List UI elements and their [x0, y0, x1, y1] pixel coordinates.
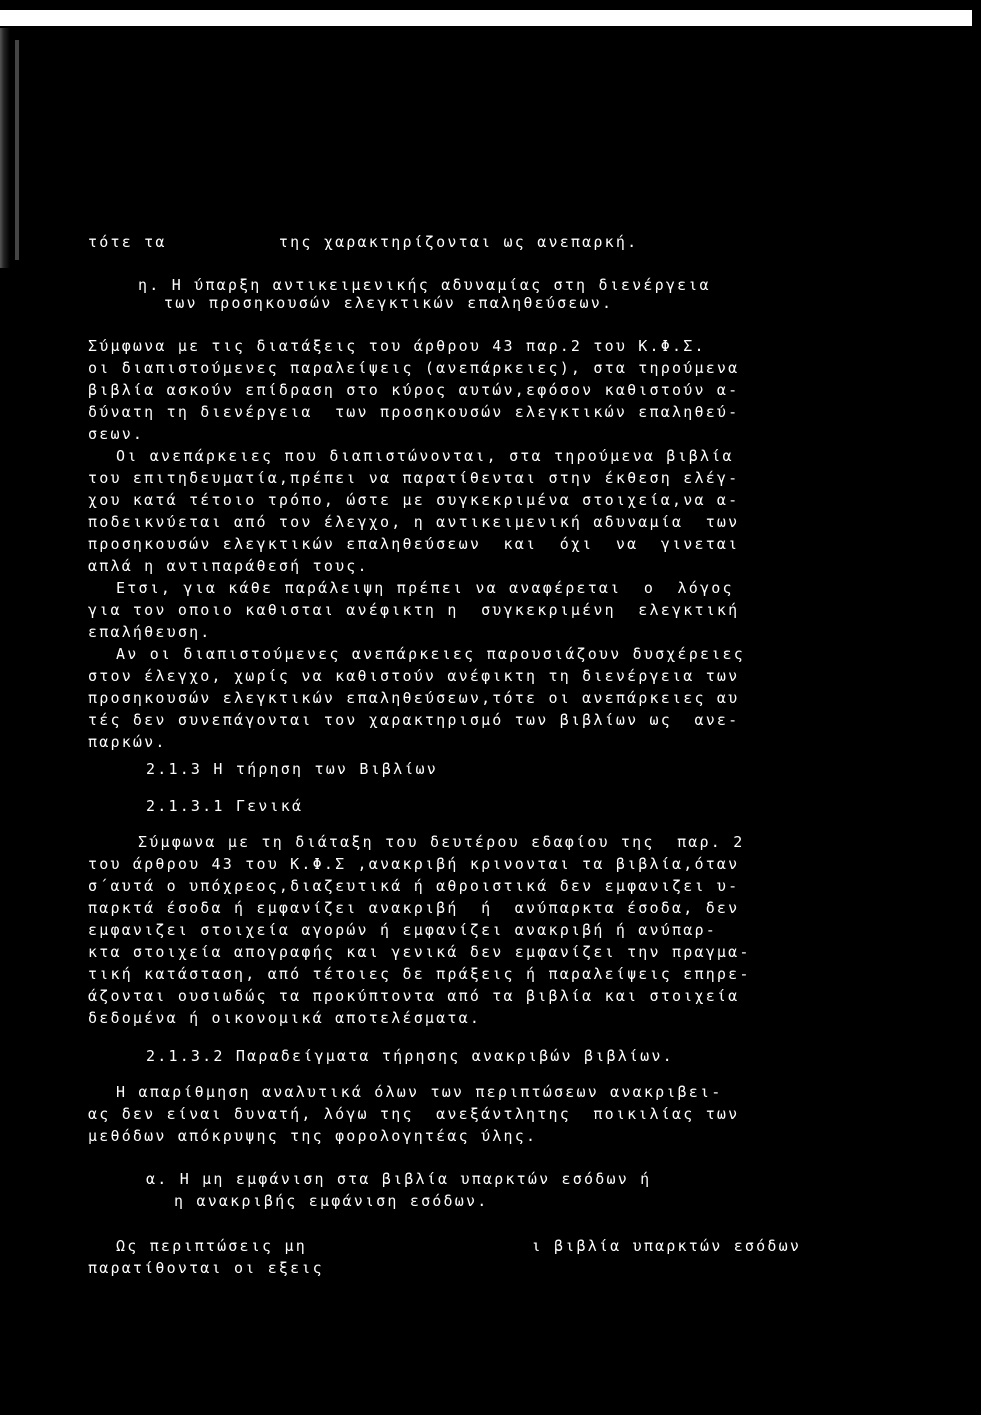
text-line: του άρθρου 43 του Κ.Φ.Σ ,ανακριβή κρινονται τα βιβλία,όταν	[88, 855, 740, 873]
scan-left-edge	[0, 28, 10, 268]
text-line: παρκών.	[88, 733, 167, 751]
text-line: σεων.	[88, 425, 145, 443]
text-line: η ανακριβής εμφάνιση εσόδων.	[174, 1192, 489, 1210]
paragraph-start: Σύμφωνα με τις διατάξεις του άρθρου 43 παρ.2 του Κ.Φ.Σ.	[88, 337, 706, 355]
text-line: σ΄αυτά ο υπόχρεος,διαζευτικά ή αθροιστικά δεν εμφανιζει υ-	[88, 877, 740, 895]
paragraph-start: Ετσι, για κάθε παράλειψη πρέπει να αναφέρεται ο λόγος	[116, 579, 734, 597]
text-line: των προσηκουσών ελεγκτικών επαληθεύσεων.	[164, 294, 614, 312]
text-line: μεθόδων απόκρυψης της φορολογητέας ύλης.	[88, 1127, 538, 1145]
text-line: προσηκουσών ελεγκτικών επαληθεύσεων,τότε οι ανεπάρκειες αυ	[88, 689, 740, 707]
text-line: άζονται ουσιωδώς τα προκύπτοντα από τα βιβλία και στοιχεία	[88, 987, 740, 1005]
list-item-alpha: α. Η μη εμφάνιση στα βιβλία υπαρκτών εσόδων ή	[146, 1170, 652, 1188]
section-heading: 2.1.3 Η τήρηση των Βιβλίων	[146, 760, 438, 778]
text-line: παρατίθονται οι εξεις	[88, 1259, 324, 1277]
paragraph-start: Η απαρίθμηση αναλυτικά όλων των περιπτώσεων ανακριβει-	[116, 1083, 723, 1101]
text-line: στον έλεγχο, χωρίς να καθιστούν ανέφικτη τη διενέργεια των	[88, 667, 740, 685]
text-line: παρκτά έσοδα ή εμφανίζει ανακριβή ή ανύπαρκτα έσοδα, δεν	[88, 899, 740, 917]
paragraph-start: Ως περιπτώσεις μη ι βιβλία υπαρκτών εσόδων	[116, 1237, 802, 1255]
text-line: εμφανιζει στοιχεία αγορών ή εμφανίζει ανακριβή ή ανύπαρ-	[88, 921, 717, 939]
text-line: απλά η αντιπαράθεσή τους.	[88, 557, 369, 575]
text-line: του επιτηδευματία,πρέπει να παρατίθενται στην έκθεση ελέγ-	[88, 469, 740, 487]
text-line: τική κατάσταση, από τέτοιες δε πράξεις ή παραλείψεις επηρε-	[88, 965, 751, 983]
list-item-eta: η. Η ύπαρξη αντικειμενικής αδυναμίας στη διενέργεια	[138, 276, 711, 294]
paragraph-start: Σύμφωνα με τη διάταξη του δευτέρου εδαφίου της παρ. 2	[138, 833, 745, 851]
text-line: ποδεικνύεται από τον έλεγχο, η αντικειμενική αδυναμία των	[88, 513, 740, 531]
subsection-heading: 2.1.3.2 Παραδείγματα τήρησης ανακριβών βιβλίων.	[146, 1047, 674, 1065]
text-line: χου κατά τέτοιο τρόπο, ώστε με συγκεκριμένα στοιχεία,να α-	[88, 491, 740, 509]
text-line: ας δεν είναι δυνατή, λόγω της ανεξάντλητης ποικιλίας των	[88, 1105, 740, 1123]
text-line: για τον οποιο καθισται ανέφικτη η συγκεκριμένη ελεγκτική	[88, 601, 740, 619]
text-line: δύνατη τη διενέργεια των προσηκουσών ελεγκτικών επαληθεύ-	[88, 403, 740, 421]
text-line: οι διαπιστούμενες παραλείψεις (ανεπάρκειες), στα τηρούμενα	[88, 359, 740, 377]
text-line: τές δεν συνεπάγονται τον χαρακτηρισμό των βιβλίων ως ανε-	[88, 711, 740, 729]
text-line: επαλήθευση.	[88, 623, 212, 641]
text-line: βιβλία ασκούν επίδραση στο κύρος αυτών,εφόσον καθιστούν α-	[88, 381, 740, 399]
text-line: τότε τα της χαρακτηρίζονται ως ανεπαρκή.	[88, 233, 639, 251]
text-line: δεδομένα ή οικονομικά αποτελέσματα.	[88, 1009, 482, 1027]
paragraph-start: Οι ανεπάρκειες που διαπιστώνονται, στα τηρούμενα βιβλία	[116, 447, 734, 465]
subsection-heading: 2.1.3.1 Γενικά	[146, 797, 304, 815]
scan-top-border	[0, 10, 972, 26]
paragraph-start: Αν οι διαπιστούμενες ανεπάρκειες παρουσιάζουν δυσχέρειες	[116, 645, 745, 663]
scan-edge-mark	[15, 40, 19, 260]
text-line: προσηκουσών ελεγκτικών επαληθεύσεων και όχι να γινεται	[88, 535, 740, 553]
text-line: κτα στοιχεία απογραφής και γενικά δεν εμφανίζει την πραγμα-	[88, 943, 751, 961]
